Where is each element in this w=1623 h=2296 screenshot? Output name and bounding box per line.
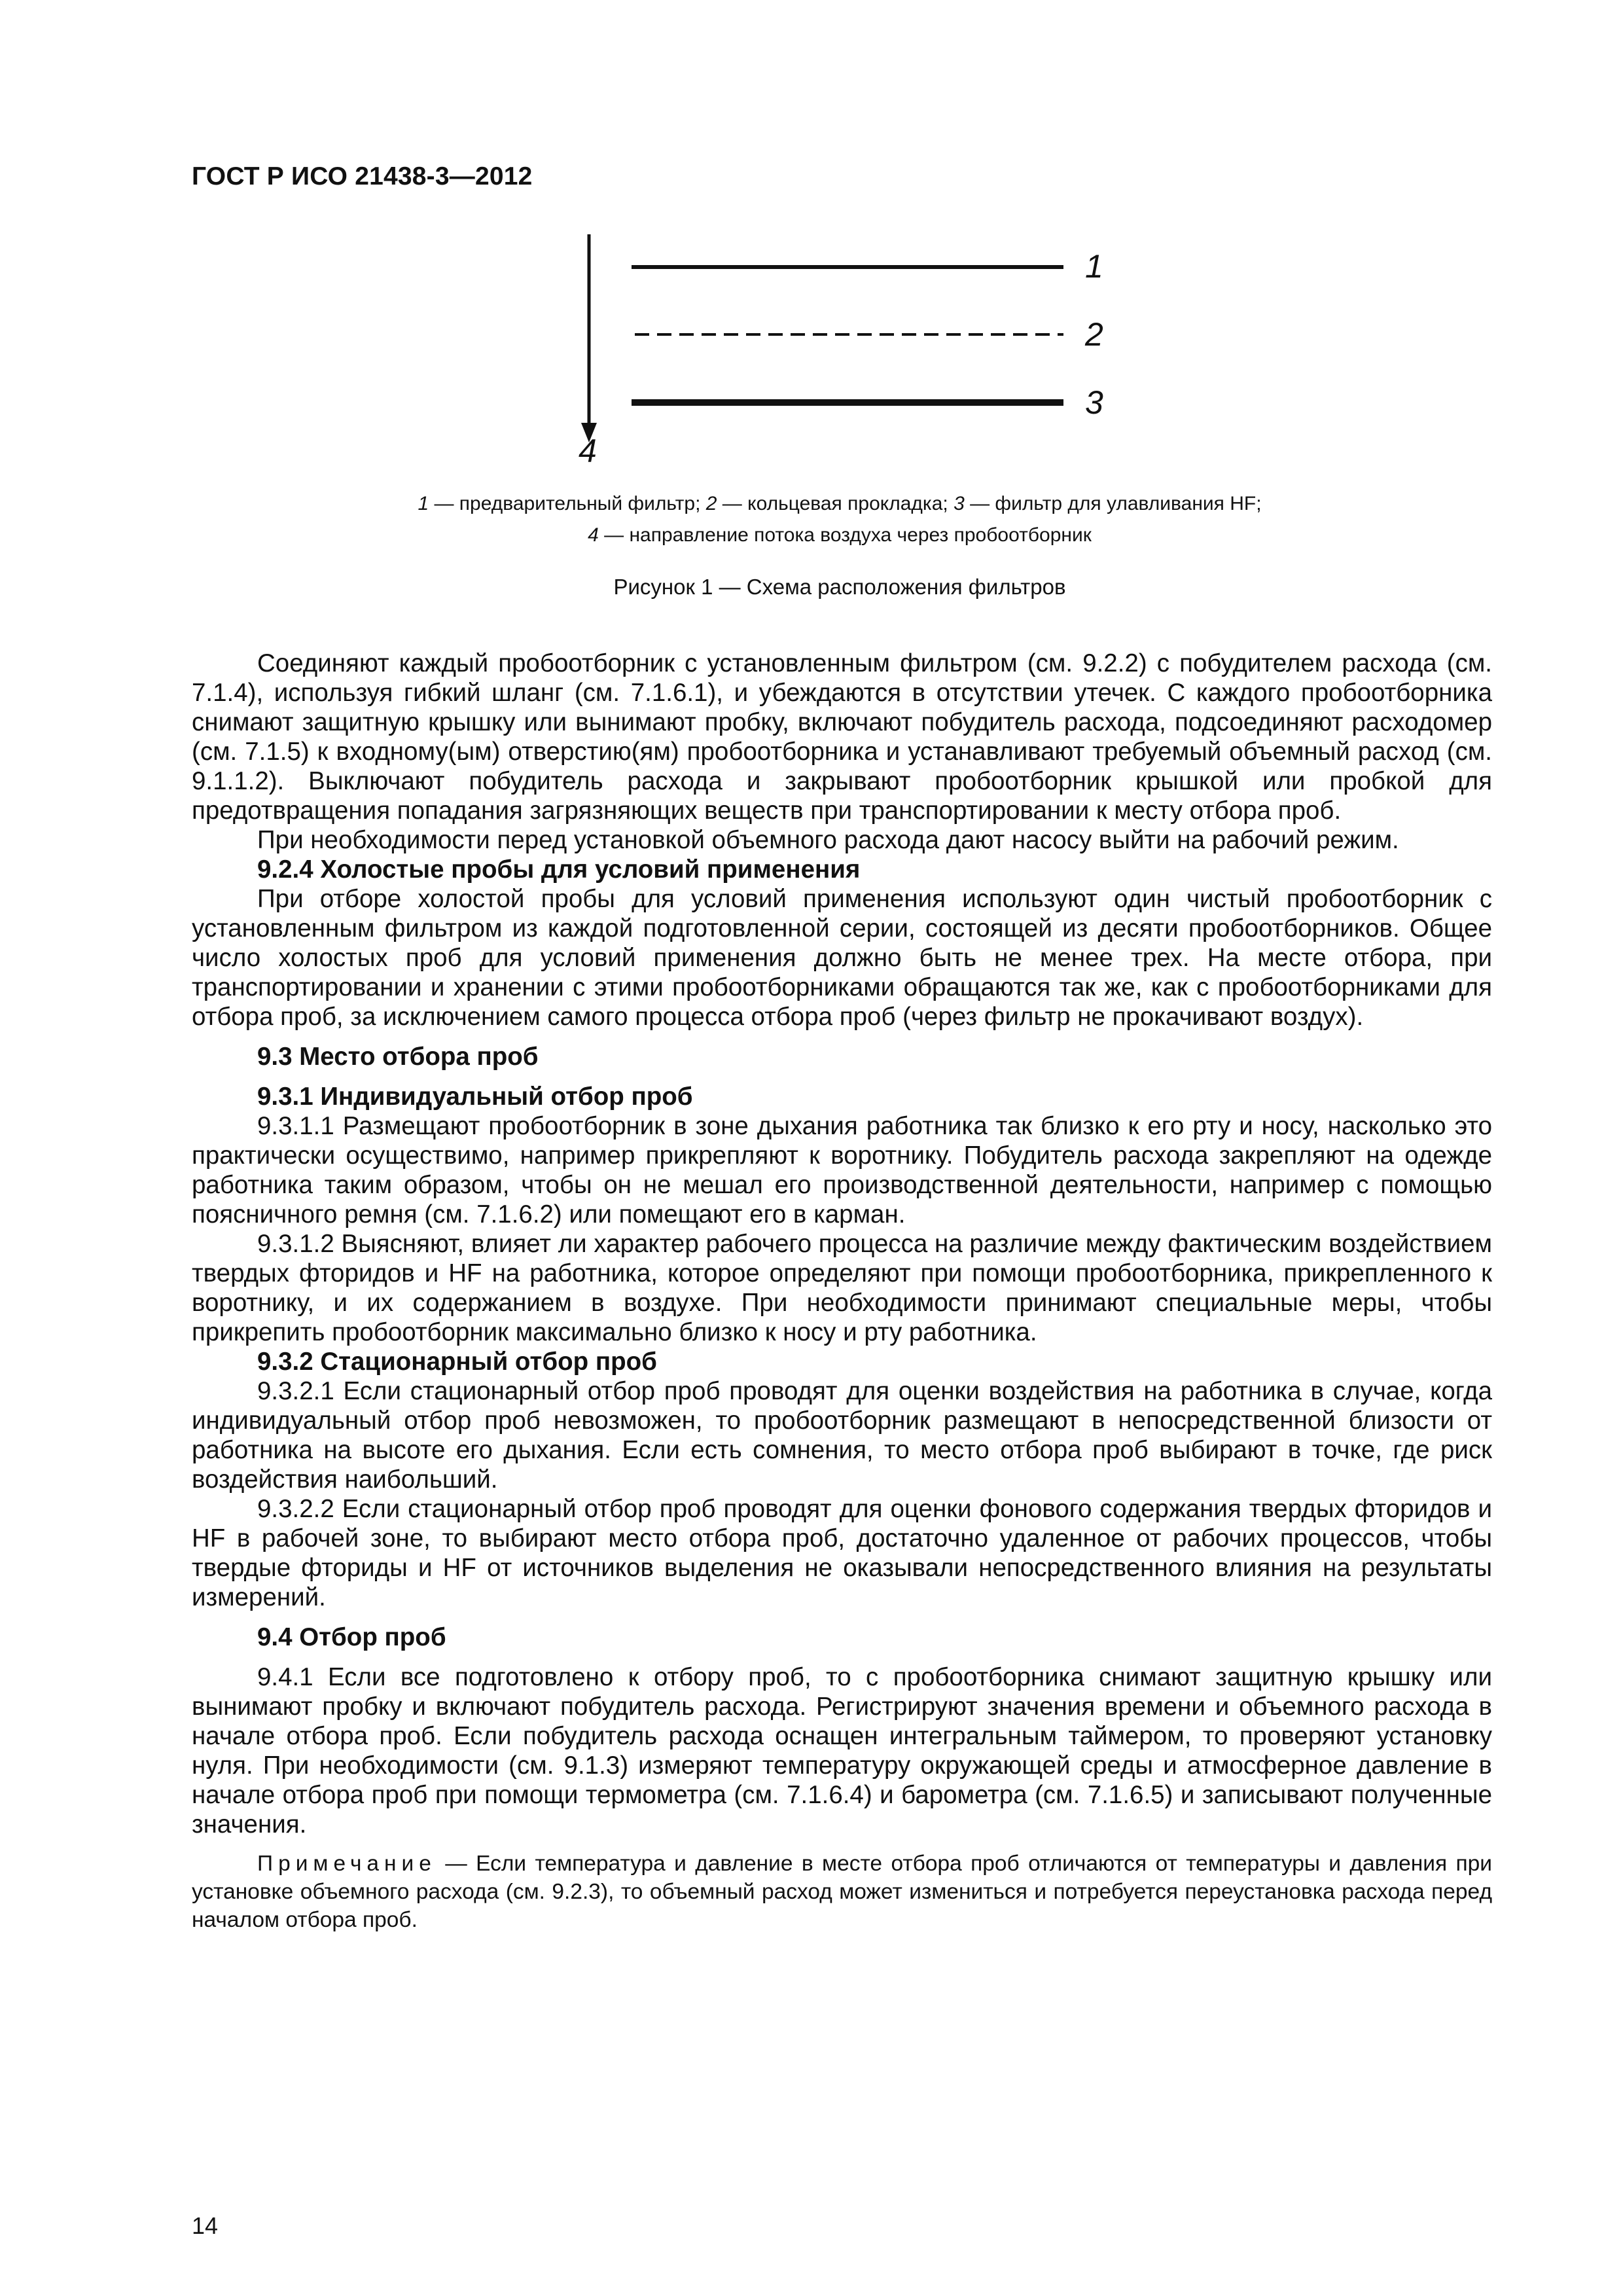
note-label: Примечание xyxy=(257,1852,437,1876)
figure-filter-layout xyxy=(0,229,1623,484)
section-heading-9-3: 9.3 Место отбора проб xyxy=(257,1043,539,1071)
section-heading-9-4: 9.4 Отбор проб xyxy=(257,1623,446,1651)
section-heading-9-3-1: 9.3.1 Индивидуальный отбор проб xyxy=(257,1083,693,1111)
figure-legend-line-1 xyxy=(192,488,1488,520)
body-text xyxy=(192,649,1492,1934)
legend-number: 2 xyxy=(705,493,717,514)
legend-text: — направление потока воздуха через пробоотборник xyxy=(598,524,1092,546)
figure-caption: Рисунок 1 — Схема расположения фильтров xyxy=(613,575,1066,599)
paragraph: При необходимости перед установкой объемного расхода дают насосу выйти на рабочий режим. xyxy=(257,826,1399,854)
section-heading-9-2-4: 9.2.4 Холостые пробы для условий применения xyxy=(257,855,861,884)
legend-text: — предварительный фильтр; xyxy=(429,493,706,514)
paragraph: 9.3.2.2 Если стационарный отбор проб проводят для оценки фонового содержания твердых фторидов и HF в рабочей зоне, то выбирают место отбора проб, достаточно удаленное от рабочих процессов, чтобы твердые фториды и HF от источников выделения не оказывали непосредственного влияния на результаты измерений. xyxy=(192,1495,1492,1611)
legend-number: 4 xyxy=(588,524,599,546)
paragraph: 9.4.1 Если все подготовлено к отбору проб, то с пробоотборника снимают защитную крышку или вынимают пробку и включают побудитель расхода. Регистрируют значения времени и объемного расхода в начале отбора проб. Если побудитель расхода оснащен интегральным таймером, то проверяют установку нуля. При необходимости (см. 9.1.3) измеряют температуру окружающей среды и атмосферное давление в начале отбора проб при помощи термометра (см. 7.1.6.4) и барометра (см. 7.1.6.5) и записывают полученные значения. xyxy=(192,1663,1492,1839)
note-text: — Если температура и давление в месте отбора проб отличаются от температуры и давления при установке объемного расхода (см. 9.2.3), то объемный расход может измениться и потребуется переустановка расхода перед началом отбора проб. xyxy=(192,1852,1492,1932)
document-code: ГОСТ Р ИСО 21438-3—2012 xyxy=(192,162,533,190)
paragraph: 9.3.1.1 Размещают пробоотборник в зоне дыхания работника так близко к его рту и носу, насколько это практически осуществимо, например прикрепляют к воротнику. Побудитель расхода закрепляют на одежде работника таким образом, чтобы он не мешал его производственной деятельности, например с помощью поясничного ремня (см. 7.1.6.2) или помещают его в карман. xyxy=(192,1112,1492,1229)
section-heading-9-3-2: 9.3.2 Стационарный отбор проб xyxy=(257,1348,657,1376)
legend-text: — фильтр для улавливания HF; xyxy=(964,493,1262,514)
figure-label-3: 3 xyxy=(1085,384,1103,421)
note xyxy=(192,1850,1492,1934)
figure-label-2: 2 xyxy=(1085,316,1103,353)
figure-diagram xyxy=(0,229,1623,484)
figure-legend-line-2 xyxy=(192,519,1488,552)
paragraph: При отборе холостой пробы для условий применения используют один чистый пробоотборник с установленным фильтром из каждой подготовленной серии, состоящей из десяти пробоотборников. Общее число холостых проб для условий применения должно быть не менее трех. На месте отбора, при транспортировании и хранении с этими пробоотборниками обращаются так же, как с пробоотборниками для отбора проб, за исключением самого процесса отбора проб (через фильтр не прокачивают воздух). xyxy=(192,885,1492,1031)
legend-text: — кольцевая прокладка; xyxy=(717,493,954,514)
legend-number: 1 xyxy=(418,493,429,514)
figure-label-4: 4 xyxy=(579,433,597,469)
page-number: 14 xyxy=(192,2212,219,2239)
legend-number: 3 xyxy=(954,493,965,514)
paragraph: 9.3.2.1 Если стационарный отбор проб проводят для оценки воздействия на работника в случае, когда индивидуальный отбор проб невозможен, то пробоотборник размещают в непосредственной близости от работника на высоте его дыхания. Если есть сомнения, то место отбора проб выбирают в точке, где риск воздействия наибольший. xyxy=(192,1377,1492,1494)
paragraph: Соединяют каждый пробоотборник с установленным фильтром (см. 9.2.2) с побудителем расхода (см. 7.1.4), используя гибкий шланг (см. 7.1.6.1), и убеждаются в отсутствии утечек. С каждого пробоотборника снимают защитную крышку или вынимают пробку, включают побудитель расхода, подсоединяют расходомер (см. 7.1.5) к входному(ым) отверстию(ям) пробоотборника и устанавливают требуемый объемный расход (см. 9.1.1.2). Выключают побудитель расхода и закрывают пробоотборник крышкой или пробкой для предотвращения попадания загрязняющих веществ при транспортировании к месту отбора проб. xyxy=(192,649,1492,825)
figure-label-1: 1 xyxy=(1085,248,1103,285)
paragraph: 9.3.1.2 Выясняют, влияет ли характер рабочего процесса на различие между фактическим воздействием твердых фторидов и HF на работника, которое определяют при помощи пробоотборника, прикрепленного к воротнику, и их содержанием в воздухе. При необходимости принимают специальные меры, чтобы прикрепить пробоотборник максимально близко к носу и рту работника. xyxy=(192,1230,1492,1346)
